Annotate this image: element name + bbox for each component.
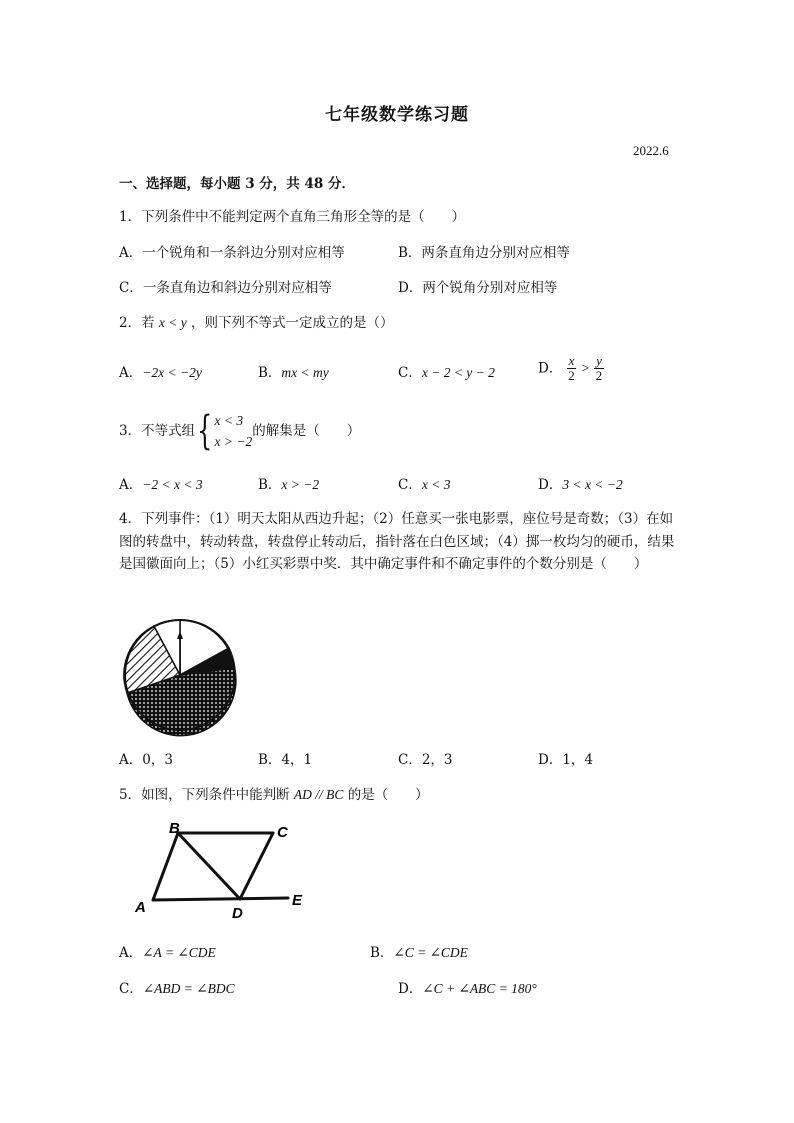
label-c: C [277, 824, 288, 841]
q2-stem-pre: 2．若 [119, 315, 155, 331]
exam-date: 2022.6 [633, 143, 669, 158]
inequality-system: x < 3 x > −2 [214, 413, 253, 449]
q3-option-b: B．x > −2 [258, 477, 320, 493]
q2-option-d: D． $\frac{x}{2}$ > $\frac{y}{2}$ [538, 353, 603, 383]
q2-option-b: B．mx < my [258, 365, 329, 381]
q1-option-d: D．两个锐角分别对应相等 [398, 280, 558, 296]
q4-option-d: D．1，4 [538, 752, 594, 768]
parallelogram-figure [118, 818, 328, 923]
q5-stem: 5．如图，下列条件中能判断 AD // BC 的是（ ） [119, 787, 429, 803]
q1-option-b: B．两条直角边分别对应相等 [398, 245, 570, 261]
label-a: A [135, 899, 146, 916]
line-ad-e [153, 898, 288, 900]
q2-stem-post: ，则下列不等式一定成立的是（） [191, 315, 394, 331]
q5-option-b: B．∠C = ∠CDE [370, 945, 468, 961]
segment-cd [240, 833, 273, 899]
q5-option-c: C．∠ABD = ∠BDC [119, 981, 235, 997]
q2-option-c: C．x − 2 < y − 2 [398, 365, 495, 381]
fraction-y-over-2: $\frac{y}{2}$ [595, 353, 603, 383]
segment-bd [178, 833, 240, 899]
q2-option-a: A．−2x < −2y [119, 365, 202, 381]
q1-option-a: A．一个锐角和一条斜边分别对应相等 [119, 245, 345, 261]
label-b: B [169, 820, 180, 837]
q5-option-a: A．∠A = ∠CDE [119, 945, 216, 961]
q5-stem-math: AD // BC [293, 787, 344, 802]
segment-ab [153, 833, 178, 900]
q2-stem [119, 313, 394, 333]
spinner-figure [118, 613, 242, 737]
q3-option-c: C．x < 3 [398, 477, 451, 493]
q2-stem-math: x < y [158, 315, 187, 330]
q1-stem: 1．下列条件中不能判定两个直角三角形全等的是（ ） [119, 209, 466, 225]
q5-option-d: D．∠C + ∠ABC = 180° [398, 981, 537, 997]
q4-option-c: C．2，3 [398, 752, 453, 768]
q3-stem: 3．不等式组{ x < 3 x > −2 的解集是（ ） [119, 408, 361, 454]
q4-option-b: B．4，1 [258, 752, 313, 768]
q4-stem: 4．下列事件：（1）明天太阳从西边升起；（2）任意买一张电影票，座位号是奇数；（3）在如图的转盘中，转动转盘，转盘停止转动后，指针落在白色区域；（4）掷一枚均匀的硬币，结果是国徽面向上；（5）小红买彩票中奖．其中确定事件和不确定事件的个数分别是（ ） [119, 511, 675, 572]
q1-option-c: C．一条直角边和斜边分别对应相等 [119, 280, 332, 296]
section-heading: 一、选择题，每小题 3 分，共 48 分． [119, 176, 355, 192]
label-e: E [292, 892, 303, 909]
q4-option-a: A．0，3 [119, 752, 173, 768]
page-title: 七年级数学练习题 [325, 105, 469, 125]
label-d: D [232, 905, 243, 922]
q3-option-a: A．−2 < x < 3 [119, 477, 203, 493]
fraction-x-over-2: $\frac{x}{2}$ [568, 353, 575, 383]
left-brace: { [197, 408, 213, 454]
q3-option-d: D．3 < x < −2 [538, 477, 623, 493]
